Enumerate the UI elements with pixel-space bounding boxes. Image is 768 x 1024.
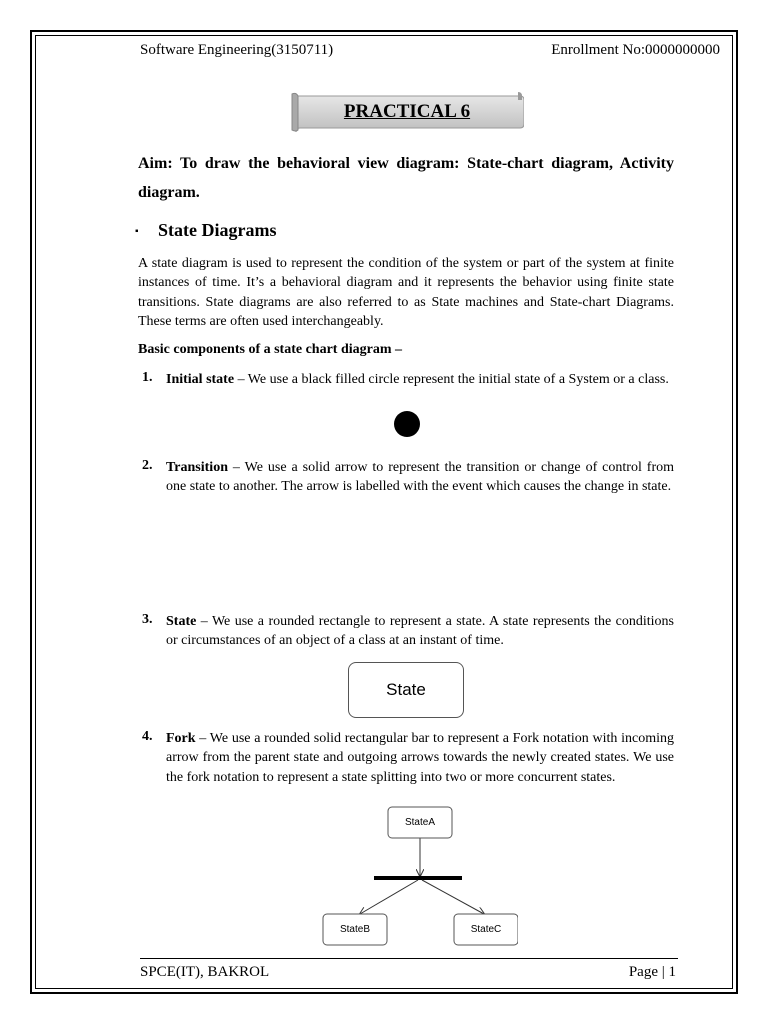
fork-bar xyxy=(374,876,462,880)
footer-page-number: Page | 1 xyxy=(628,964,676,980)
fork-state-b: StateB xyxy=(339,924,371,935)
item-number: 1. xyxy=(142,370,153,385)
fork-state-c: StateC xyxy=(470,924,502,935)
footer-divider xyxy=(140,958,678,959)
item-term: Fork xyxy=(166,731,196,746)
item-state xyxy=(166,612,674,651)
intro-paragraph: A state diagram is used to represent the condition of the system or part of the system at finite instances of time. It’s a behavioral diagram and it represents the behavior using finite state transitions. State diagrams are also referred to as State machines and State-chart Diagrams. These terms are often used interchangeably. xyxy=(138,256,674,329)
item-text: – We use a rounded solid rectangular bar to represent a Fork notation with incoming arrow from the parent state and outgoing arrows towards the newly created states. We use the fork notation to represent a state splitting into two or more concurrent states. xyxy=(166,731,674,785)
item-transition xyxy=(166,458,674,497)
footer-institute: SPCE(IT), BAKROL xyxy=(140,964,270,980)
item-text: – We use a black filled circle represent the initial state of a System or a class. xyxy=(234,372,669,387)
item-term: Transition xyxy=(166,460,228,475)
section-title: State Diagrams xyxy=(158,220,277,240)
practical-banner xyxy=(290,92,524,132)
item-text: – We use a rounded rectangle to represent a state. A state represents the conditions or circumstances of an object of a class at an instant of time. xyxy=(166,614,674,649)
header-enrollment: Enrollment No:0000000000 xyxy=(551,42,720,58)
fork-diagram xyxy=(318,804,518,950)
section-bullet: ▪ xyxy=(135,226,139,237)
item-text: – We use a solid arrow to represent the transition or change of control from one state to another. The arrow is labelled with the event which causes the change in state. xyxy=(166,460,674,495)
item-term: Initial state xyxy=(166,372,235,387)
components-heading: Basic components of a state chart diagram – xyxy=(138,342,403,357)
item-term: State xyxy=(166,614,197,629)
fork-outgoing-arrow-right xyxy=(422,880,484,914)
item-fork xyxy=(166,729,674,787)
initial-state-circle xyxy=(393,410,421,438)
fork-outgoing-arrow-left xyxy=(360,880,418,914)
header-course: Software Engineering(3150711) xyxy=(140,42,334,58)
state-example-box: State xyxy=(348,662,464,718)
practical-title: PRACTICAL 6 xyxy=(343,101,471,122)
aim-statement: Aim: To draw the behavioral view diagram: State-chart diagram, Activity diagram. xyxy=(138,155,674,201)
fork-state-a: StateA xyxy=(404,817,436,828)
item-number: 2. xyxy=(142,458,153,473)
item-number: 4. xyxy=(142,729,153,744)
item-initial-state xyxy=(166,370,674,389)
item-number: 3. xyxy=(142,612,153,627)
